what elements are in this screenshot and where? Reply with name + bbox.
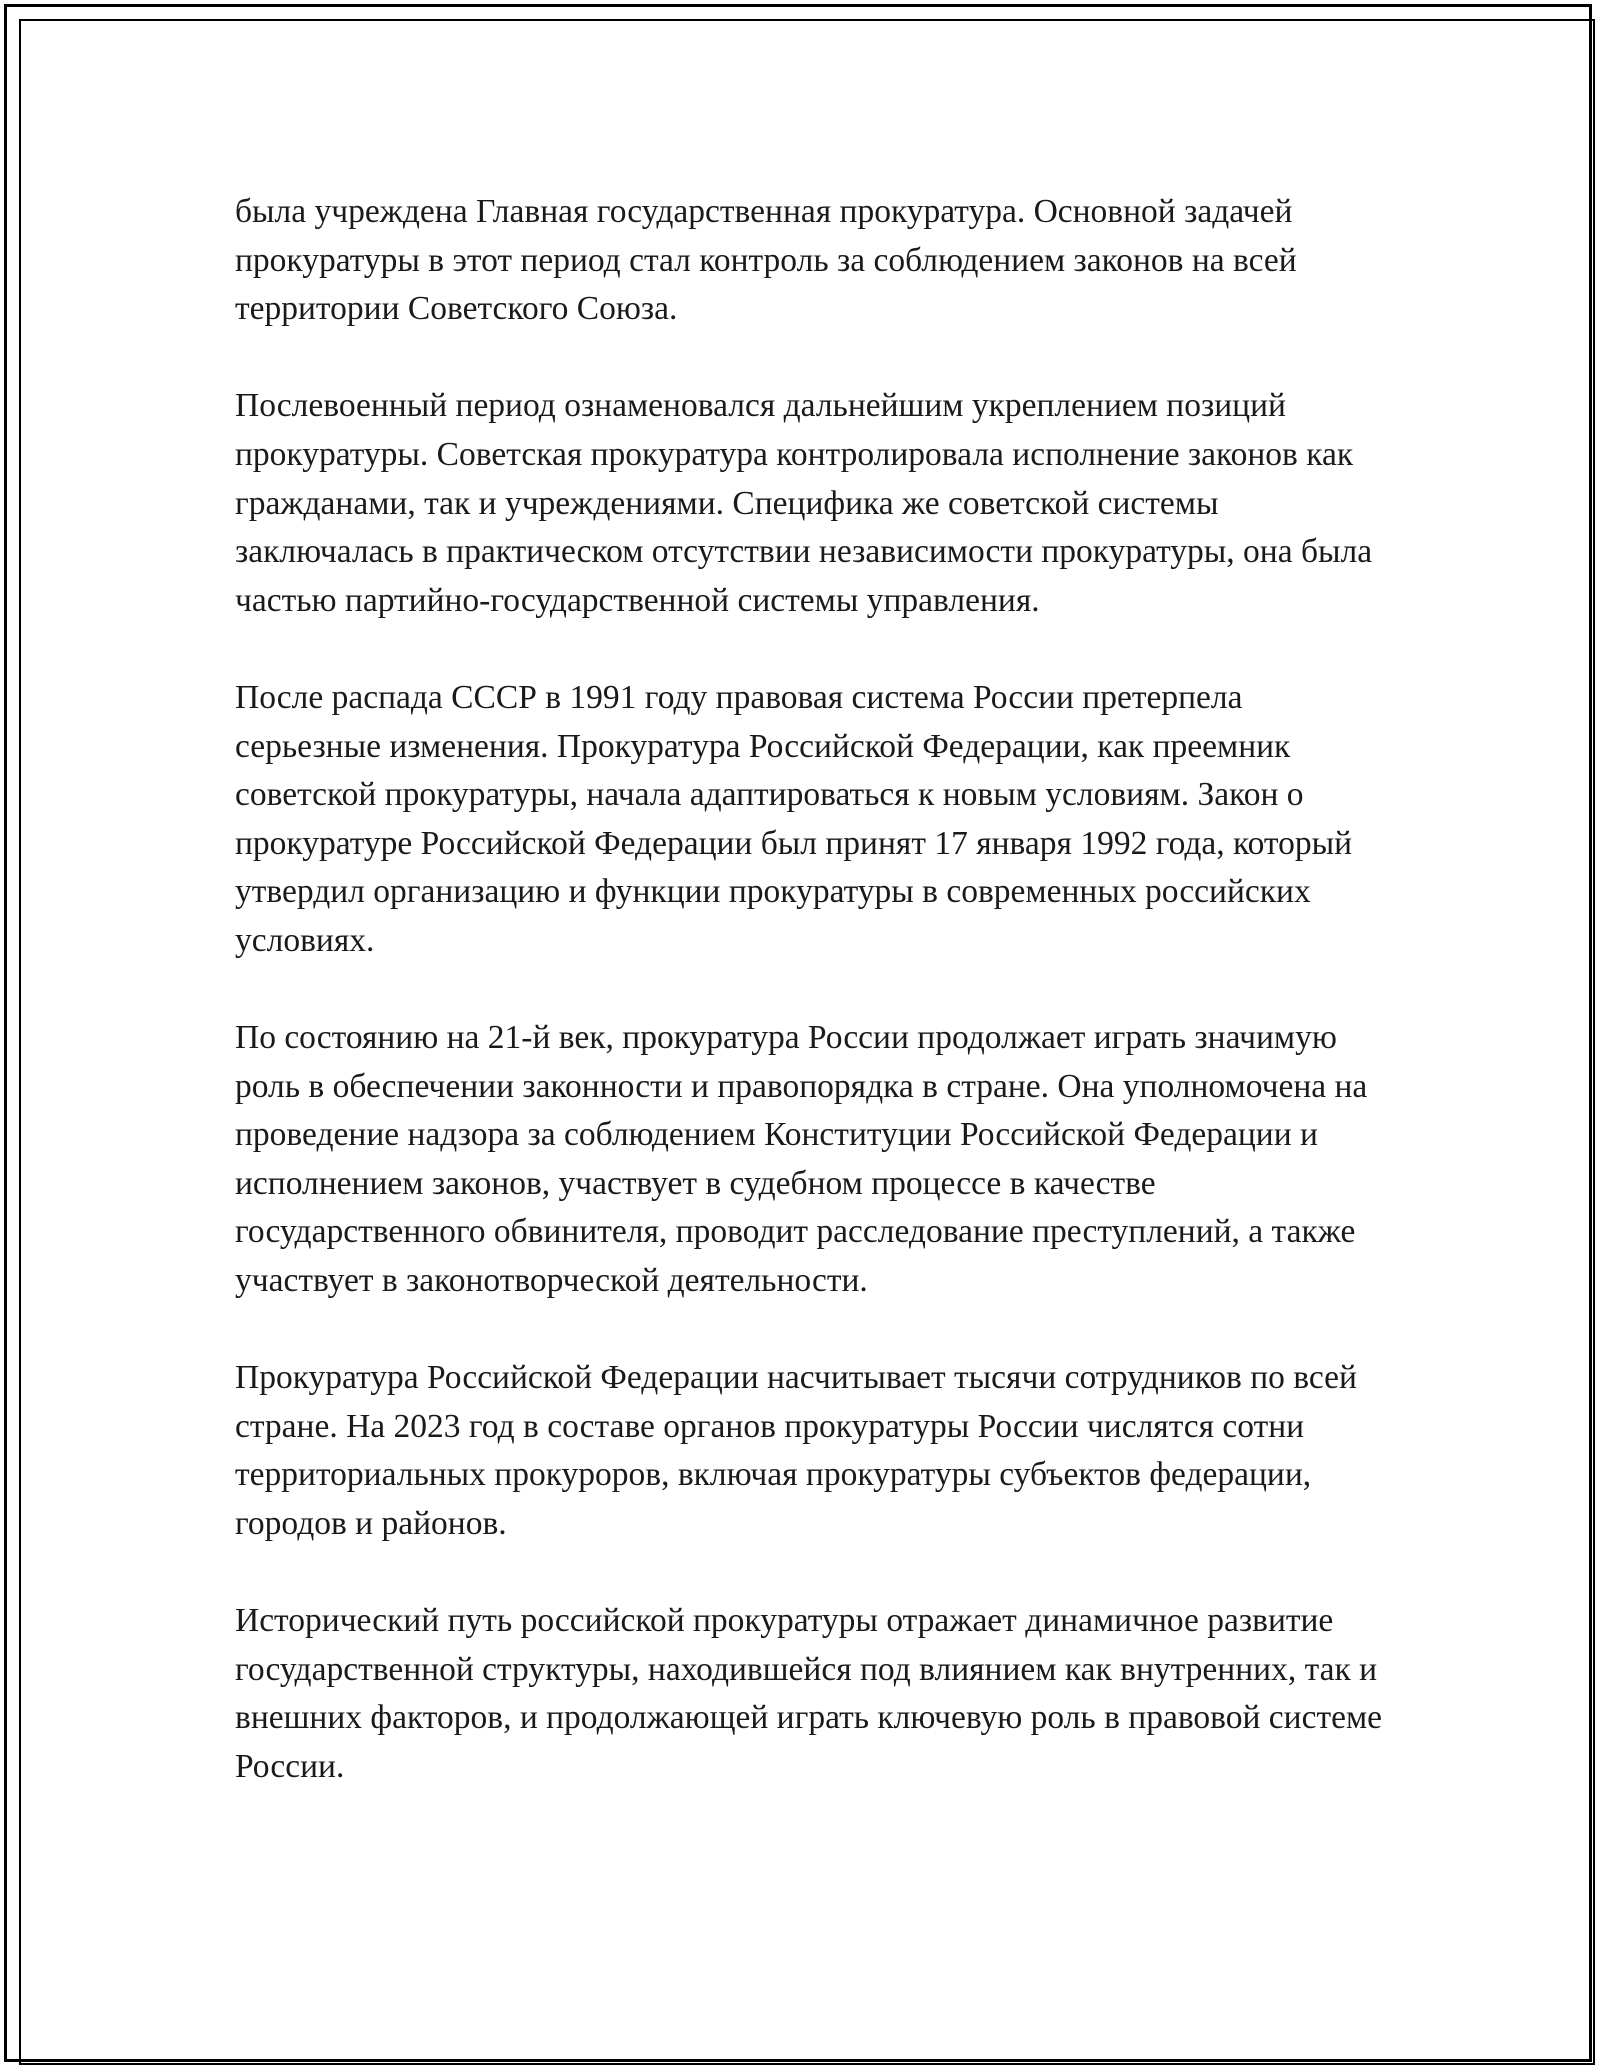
document-body: [235, 188, 1395, 1792]
paragraph: была учреждена Главная государственная прокуратура. Основной задачей прокуратуры в этот период стал контроль за соблюдением законов на всей территории Советского Союза.: [235, 193, 1297, 328]
paragraph: Прокуратура Российской Федерации насчитывает тысячи сотрудников по всей стране. На 2023 год в составе органов прокуратуры России числятся сотни территориальных прокуроров, включая прокуратуры субъектов федерации, городов и районов.: [235, 1359, 1357, 1543]
paragraph: По состоянию на 21-й век, прокуратура России продолжает играть значимую роль в обеспечении законности и правопорядка в стране. Она уполномочена на проведение надзора за соблюдением Конституции Российской Федерации и исполнением законов, участвует в судебном процессе в качестве государственного обвинителя, проводит расследование преступлений, а также участвует в законотворческой деятельности.: [235, 1019, 1368, 1300]
paragraph: Послевоенный период ознаменовался дальнейшим укреплением позиций прокуратуры. Советская прокуратура контролировала исполнение законов как гражданами, так и учреждениями. Специфика же советской системы заключалась в практическом отсутствии независимости прокуратуры, она была частью партийно-государственной системы управления.: [235, 387, 1373, 619]
paragraph: После распада СССР в 1991 году правовая система России претерпела серьезные изменения. Прокуратура Российской Федерации, как преемник советской прокуратуры, начала адаптироваться к новым условиям. Закон о прокуратуре Российской Федерации был принят 17 января 1992 года, который утвердил организацию и функции прокуратуры в современных российских условиях.: [235, 678, 1353, 959]
paragraph: Исторический путь российской прокуратуры отражает динамичное развитие государственной структуры, находившейся под влиянием как внутренних, так и внешних факторов, и продолжающей играть ключевую роль в правовой системе России.: [235, 1602, 1383, 1785]
